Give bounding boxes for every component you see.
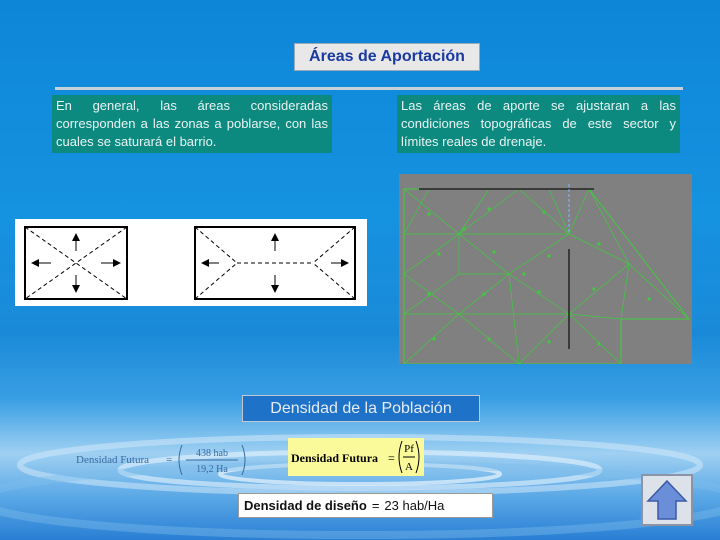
formula-left-denominator: 19,2 Ha	[196, 464, 228, 475]
design-density-label: Densidad de diseño	[244, 498, 367, 513]
formula-left-numerator: 438 hab	[196, 448, 228, 459]
formula-left-label: Densidad Futura	[76, 454, 150, 466]
design-density-equals: =	[371, 498, 380, 513]
slide-title-text: Áreas de Aportación	[309, 48, 465, 65]
formula-left-equals: =	[166, 454, 173, 466]
formula-right-graphic	[288, 438, 424, 476]
formula-right-equals: =	[388, 451, 395, 465]
formula-right-label: Densidad Futura	[291, 451, 379, 465]
home-arrow-icon[interactable]	[641, 474, 693, 526]
paragraph-contribution-areas: Las áreas de aporte se ajustaran a las condiciones topográficas de este sector y límites reales de drenaje.	[397, 95, 680, 153]
formula-right-numerator: Pf	[404, 443, 414, 455]
paragraph-general-areas: En general, las áreas consideradas corresponden a las zonas a poblarse, con las cuales se saturará el barrio.	[52, 95, 332, 153]
formula-density-general	[288, 438, 424, 476]
design-density-box	[238, 493, 493, 518]
slide-title	[294, 43, 480, 71]
formula-left-graphic	[76, 443, 246, 477]
subtitle-text: Densidad de la Población	[270, 399, 452, 417]
triangulated-mesh-image	[399, 174, 692, 364]
formula-right-denominator: A	[405, 461, 413, 473]
design-density-value: 23 hab/Ha	[384, 498, 445, 513]
drainage-area-diagram	[15, 219, 367, 306]
title-divider	[55, 87, 683, 90]
subtitle-population-density	[242, 395, 480, 422]
formula-density-values	[76, 443, 246, 477]
